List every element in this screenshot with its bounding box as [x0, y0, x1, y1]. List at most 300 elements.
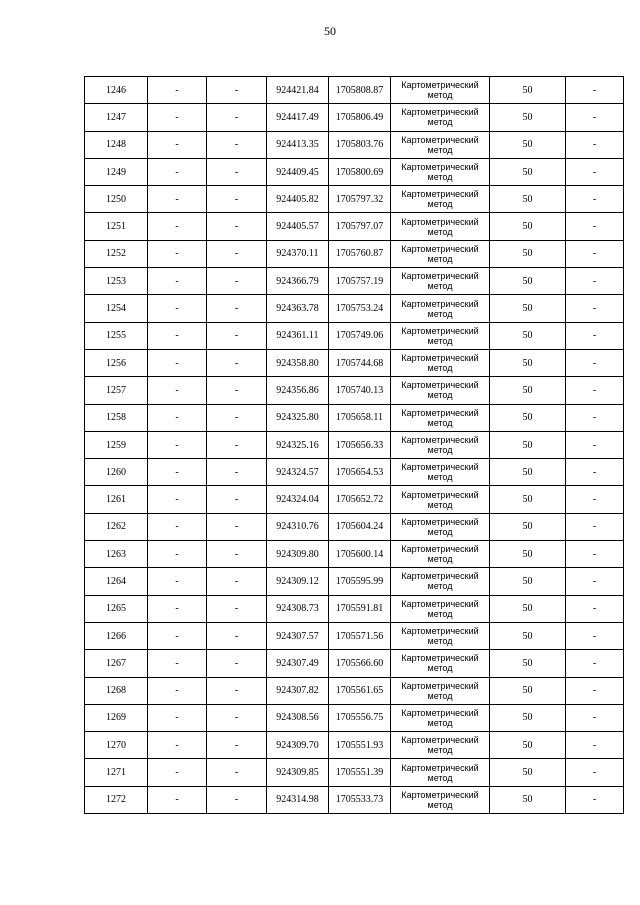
column-3-cell: -	[207, 104, 267, 131]
accuracy-cell: 50	[490, 513, 566, 540]
accuracy-cell: 50	[490, 732, 566, 759]
point-number-cell: 1247	[85, 104, 148, 131]
note-cell: -	[566, 568, 624, 595]
table-row	[85, 213, 624, 240]
accuracy-cell: 50	[490, 186, 566, 213]
y-coordinate-cell: 1705740.13	[329, 377, 391, 404]
method-line-1: Картометрический	[401, 462, 479, 473]
x-coordinate-cell: 924370.11	[267, 240, 329, 267]
x-coordinate-cell: 924309.85	[267, 759, 329, 786]
method-line-1: Картометрический	[401, 735, 479, 746]
method-line-1: Картометрический	[401, 653, 479, 664]
column-2-cell: -	[148, 131, 207, 158]
method-cell	[391, 513, 490, 540]
y-coordinate-cell: 1705604.24	[329, 513, 391, 540]
accuracy-cell: 50	[490, 131, 566, 158]
method-cell	[391, 404, 490, 431]
table-body	[85, 77, 624, 814]
accuracy-cell: 50	[490, 322, 566, 349]
y-coordinate-cell: 1705749.06	[329, 322, 391, 349]
method-cell	[391, 240, 490, 267]
note-cell: -	[566, 622, 624, 649]
point-number-cell: 1253	[85, 268, 148, 295]
method-line-1: Картометрический	[401, 243, 479, 254]
x-coordinate-cell: 924405.57	[267, 213, 329, 240]
method-line-2: метод	[427, 636, 453, 647]
method-line-2: метод	[427, 335, 453, 346]
x-coordinate-cell: 924310.76	[267, 513, 329, 540]
note-cell: -	[566, 595, 624, 622]
column-3-cell: -	[207, 650, 267, 677]
table-row	[85, 786, 624, 813]
x-coordinate-cell: 924324.57	[267, 459, 329, 486]
column-3-cell: -	[207, 295, 267, 322]
column-3-cell: -	[207, 513, 267, 540]
column-2-cell: -	[148, 732, 207, 759]
accuracy-cell: 50	[490, 77, 566, 104]
point-number-cell: 1269	[85, 704, 148, 731]
note-cell: -	[566, 486, 624, 513]
column-2-cell: -	[148, 77, 207, 104]
note-cell: -	[566, 186, 624, 213]
method-line-1: Картометрический	[401, 762, 479, 773]
column-2-cell: -	[148, 322, 207, 349]
method-cell	[391, 158, 490, 185]
y-coordinate-cell: 1705551.39	[329, 759, 391, 786]
column-2-cell: -	[148, 459, 207, 486]
column-3-cell: -	[207, 622, 267, 649]
method-line-2: метод	[427, 663, 453, 674]
point-number-cell: 1265	[85, 595, 148, 622]
method-line-2: метод	[427, 390, 453, 401]
note-cell: -	[566, 404, 624, 431]
column-3-cell: -	[207, 595, 267, 622]
method-cell	[391, 377, 490, 404]
point-number-cell: 1262	[85, 513, 148, 540]
column-2-cell: -	[148, 349, 207, 376]
y-coordinate-cell: 1705566.60	[329, 650, 391, 677]
y-coordinate-cell: 1705551.93	[329, 732, 391, 759]
table-row	[85, 186, 624, 213]
method-line-1: Картометрический	[401, 516, 479, 527]
x-coordinate-cell: 924309.80	[267, 541, 329, 568]
x-coordinate-cell: 924405.82	[267, 186, 329, 213]
table-row	[85, 131, 624, 158]
accuracy-cell: 50	[490, 704, 566, 731]
point-number-cell: 1263	[85, 541, 148, 568]
column-3-cell: -	[207, 186, 267, 213]
point-number-cell: 1264	[85, 568, 148, 595]
method-line-2: метод	[427, 417, 453, 428]
note-cell: -	[566, 759, 624, 786]
point-number-cell: 1254	[85, 295, 148, 322]
column-2-cell: -	[148, 268, 207, 295]
point-number-cell: 1249	[85, 158, 148, 185]
point-number-cell: 1251	[85, 213, 148, 240]
column-2-cell: -	[148, 622, 207, 649]
method-line-1: Картометрический	[401, 107, 479, 118]
method-line-2: метод	[427, 526, 453, 537]
y-coordinate-cell: 1705806.49	[329, 104, 391, 131]
point-number-cell: 1266	[85, 622, 148, 649]
column-2-cell: -	[148, 213, 207, 240]
column-2-cell: -	[148, 759, 207, 786]
point-number-cell: 1259	[85, 431, 148, 458]
method-line-2: метод	[427, 445, 453, 455]
x-coordinate-cell: 924358.80	[267, 349, 329, 376]
note-cell: -	[566, 349, 624, 376]
column-3-cell: -	[207, 77, 267, 104]
accuracy-cell: 50	[490, 595, 566, 622]
column-2-cell: -	[148, 786, 207, 813]
column-2-cell: -	[148, 595, 207, 622]
table-row	[85, 322, 624, 349]
note-cell: -	[566, 650, 624, 677]
method-cell	[391, 322, 490, 349]
column-3-cell: -	[207, 322, 267, 349]
note-cell: -	[566, 104, 624, 131]
method-line-1: Картометрический	[401, 571, 479, 582]
column-2-cell: -	[148, 104, 207, 131]
page-number: 50	[324, 24, 336, 38]
table-row	[85, 650, 624, 677]
note-cell: -	[566, 240, 624, 267]
column-3-cell: -	[207, 759, 267, 786]
point-number-cell: 1261	[85, 486, 148, 513]
method-cell	[391, 650, 490, 677]
x-coordinate-cell: 924356.86	[267, 377, 329, 404]
point-number-cell: 1255	[85, 322, 148, 349]
method-line-1: Картометрический	[401, 598, 479, 609]
method-line-1: Картометрический	[401, 680, 479, 691]
column-3-cell: -	[207, 431, 267, 458]
method-cell	[391, 459, 490, 486]
x-coordinate-cell: 924309.12	[267, 568, 329, 595]
note-cell: -	[566, 513, 624, 540]
accuracy-cell: 50	[490, 158, 566, 185]
method-line-1: Картометрический	[401, 80, 479, 91]
method-cell	[391, 186, 490, 213]
column-3-cell: -	[207, 404, 267, 431]
method-line-2: метод	[427, 472, 453, 483]
x-coordinate-cell: 924307.57	[267, 622, 329, 649]
method-cell	[391, 704, 490, 731]
accuracy-cell: 50	[490, 377, 566, 404]
method-cell	[391, 786, 490, 813]
method-line-1: Картометрический	[401, 325, 479, 336]
column-3-cell: -	[207, 732, 267, 759]
accuracy-cell: 50	[490, 622, 566, 649]
column-2-cell: -	[148, 295, 207, 322]
table-row	[85, 104, 624, 131]
table-row	[85, 349, 624, 376]
method-line-1: Картометрический	[401, 216, 479, 227]
table-row	[85, 568, 624, 595]
accuracy-cell: 50	[490, 677, 566, 704]
point-number-cell: 1260	[85, 459, 148, 486]
column-3-cell: -	[207, 131, 267, 158]
y-coordinate-cell: 1705797.32	[329, 186, 391, 213]
method-line-2: метод	[427, 554, 453, 565]
column-2-cell: -	[148, 568, 207, 595]
point-number-cell: 1268	[85, 677, 148, 704]
accuracy-cell: 50	[490, 431, 566, 458]
method-line-1: Картометрический	[401, 189, 479, 200]
method-line-1: Картометрический	[401, 707, 479, 718]
point-number-cell: 1257	[85, 377, 148, 404]
y-coordinate-cell: 1705800.69	[329, 158, 391, 185]
column-3-cell: -	[207, 158, 267, 185]
column-2-cell: -	[148, 404, 207, 431]
x-coordinate-cell: 924366.79	[267, 268, 329, 295]
note-cell: -	[566, 704, 624, 731]
x-coordinate-cell: 924325.16	[267, 431, 329, 458]
point-number-cell: 1246	[85, 77, 148, 104]
column-3-cell: -	[207, 541, 267, 568]
table-row	[85, 677, 624, 704]
table-row	[85, 732, 624, 759]
method-line-1: Картометрический	[401, 489, 479, 500]
accuracy-cell: 50	[490, 650, 566, 677]
x-coordinate-cell: 924325.80	[267, 404, 329, 431]
method-line-1: Картометрический	[401, 626, 479, 637]
method-cell	[391, 759, 490, 786]
column-3-cell: -	[207, 459, 267, 486]
method-cell	[391, 677, 490, 704]
column-3-cell: -	[207, 677, 267, 704]
column-3-cell: -	[207, 786, 267, 813]
method-line-1: Картометрический	[401, 544, 479, 555]
table-row	[85, 431, 624, 458]
x-coordinate-cell: 924417.49	[267, 104, 329, 131]
method-cell	[391, 732, 490, 759]
method-line-2: метод	[427, 172, 453, 183]
note-cell: -	[566, 541, 624, 568]
method-line-2: метод	[427, 772, 453, 783]
x-coordinate-cell: 924307.82	[267, 677, 329, 704]
y-coordinate-cell: 1705753.24	[329, 295, 391, 322]
y-coordinate-cell: 1705571.56	[329, 622, 391, 649]
note-cell: -	[566, 131, 624, 158]
x-coordinate-cell: 924409.45	[267, 158, 329, 185]
method-line-2: метод	[427, 608, 453, 619]
y-coordinate-cell: 1705591.81	[329, 595, 391, 622]
column-2-cell: -	[148, 513, 207, 540]
column-2-cell: -	[148, 186, 207, 213]
method-line-1: Картометрический	[401, 162, 479, 173]
note-cell: -	[566, 322, 624, 349]
table-row	[85, 759, 624, 786]
column-2-cell: -	[148, 650, 207, 677]
y-coordinate-cell: 1705533.73	[329, 786, 391, 813]
table-row	[85, 268, 624, 295]
method-cell	[391, 622, 490, 649]
method-cell	[391, 104, 490, 131]
point-number-cell: 1272	[85, 786, 148, 813]
point-number-cell: 1267	[85, 650, 148, 677]
accuracy-cell: 50	[490, 349, 566, 376]
y-coordinate-cell: 1705797.07	[329, 213, 391, 240]
accuracy-cell: 50	[490, 759, 566, 786]
y-coordinate-cell: 1705658.11	[329, 404, 391, 431]
method-cell	[391, 349, 490, 376]
table-row	[85, 377, 624, 404]
y-coordinate-cell: 1705656.33	[329, 431, 391, 458]
accuracy-cell: 50	[490, 486, 566, 513]
table-row	[85, 541, 624, 568]
column-2-cell: -	[148, 677, 207, 704]
point-number-cell: 1248	[85, 131, 148, 158]
x-coordinate-cell: 924363.78	[267, 295, 329, 322]
note-cell: -	[566, 786, 624, 813]
accuracy-cell: 50	[490, 295, 566, 322]
table-row	[85, 404, 624, 431]
method-line-1: Картометрический	[401, 435, 479, 445]
column-2-cell: -	[148, 431, 207, 458]
note-cell: -	[566, 459, 624, 486]
accuracy-cell: 50	[490, 786, 566, 813]
point-number-cell: 1271	[85, 759, 148, 786]
method-line-2: метод	[427, 144, 453, 155]
accuracy-cell: 50	[490, 268, 566, 295]
column-3-cell: -	[207, 704, 267, 731]
table-row	[85, 513, 624, 540]
note-cell: -	[566, 377, 624, 404]
coordinates-table	[84, 76, 624, 814]
table-row	[85, 240, 624, 267]
method-cell	[391, 268, 490, 295]
y-coordinate-cell: 1705744.68	[329, 349, 391, 376]
method-line-2: метод	[427, 799, 453, 810]
method-line-2: метод	[427, 253, 453, 264]
table-row	[85, 486, 624, 513]
table-row	[85, 459, 624, 486]
column-2-cell: -	[148, 541, 207, 568]
y-coordinate-cell: 1705652.72	[329, 486, 391, 513]
accuracy-cell: 50	[490, 568, 566, 595]
x-coordinate-cell: 924309.70	[267, 732, 329, 759]
x-coordinate-cell: 924421.84	[267, 77, 329, 104]
method-line-2: метод	[427, 199, 453, 210]
column-3-cell: -	[207, 377, 267, 404]
method-line-1: Картометрический	[401, 380, 479, 391]
method-line-2: метод	[427, 717, 453, 728]
table-row	[85, 704, 624, 731]
method-cell	[391, 213, 490, 240]
accuracy-cell: 50	[490, 213, 566, 240]
point-number-cell: 1252	[85, 240, 148, 267]
column-2-cell: -	[148, 240, 207, 267]
note-cell: -	[566, 732, 624, 759]
method-line-1: Картометрический	[401, 407, 479, 418]
method-line-2: метод	[427, 581, 453, 592]
method-line-2: метод	[427, 90, 453, 101]
x-coordinate-cell: 924413.35	[267, 131, 329, 158]
method-line-1: Картометрический	[401, 789, 479, 800]
table-row	[85, 77, 624, 104]
method-cell	[391, 295, 490, 322]
column-3-cell: -	[207, 268, 267, 295]
column-3-cell: -	[207, 240, 267, 267]
method-cell	[391, 595, 490, 622]
accuracy-cell: 50	[490, 459, 566, 486]
accuracy-cell: 50	[490, 404, 566, 431]
column-2-cell: -	[148, 704, 207, 731]
y-coordinate-cell: 1705760.87	[329, 240, 391, 267]
note-cell: -	[566, 213, 624, 240]
point-number-cell: 1256	[85, 349, 148, 376]
note-cell: -	[566, 431, 624, 458]
method-line-1: Картометрический	[401, 134, 479, 145]
column-3-cell: -	[207, 349, 267, 376]
method-cell	[391, 486, 490, 513]
x-coordinate-cell: 924307.49	[267, 650, 329, 677]
column-3-cell: -	[207, 213, 267, 240]
table-row	[85, 158, 624, 185]
point-number-cell: 1258	[85, 404, 148, 431]
method-line-2: метод	[427, 363, 453, 374]
method-line-2: метод	[427, 690, 453, 701]
y-coordinate-cell: 1705808.87	[329, 77, 391, 104]
method-line-2: метод	[427, 745, 453, 756]
column-2-cell: -	[148, 486, 207, 513]
x-coordinate-cell: 924308.56	[267, 704, 329, 731]
point-number-cell: 1270	[85, 732, 148, 759]
method-cell	[391, 131, 490, 158]
note-cell: -	[566, 268, 624, 295]
method-cell	[391, 568, 490, 595]
method-line-1: Картометрический	[401, 271, 479, 282]
note-cell: -	[566, 77, 624, 104]
point-number-cell: 1250	[85, 186, 148, 213]
method-cell	[391, 541, 490, 568]
accuracy-cell: 50	[490, 541, 566, 568]
column-3-cell: -	[207, 568, 267, 595]
table-row	[85, 622, 624, 649]
accuracy-cell: 50	[490, 240, 566, 267]
table-row	[85, 595, 624, 622]
method-cell	[391, 431, 490, 458]
column-2-cell: -	[148, 158, 207, 185]
note-cell: -	[566, 158, 624, 185]
y-coordinate-cell: 1705595.99	[329, 568, 391, 595]
x-coordinate-cell: 924324.04	[267, 486, 329, 513]
method-line-2: метод	[427, 226, 453, 237]
y-coordinate-cell: 1705600.14	[329, 541, 391, 568]
method-line-2: метод	[427, 117, 453, 128]
note-cell: -	[566, 295, 624, 322]
method-line-2: метод	[427, 499, 453, 510]
y-coordinate-cell: 1705803.76	[329, 131, 391, 158]
y-coordinate-cell: 1705757.19	[329, 268, 391, 295]
method-line-1: Картометрический	[401, 298, 479, 309]
y-coordinate-cell: 1705654.53	[329, 459, 391, 486]
accuracy-cell: 50	[490, 104, 566, 131]
x-coordinate-cell: 924361.11	[267, 322, 329, 349]
method-cell	[391, 77, 490, 104]
method-line-1: Картометрический	[401, 353, 479, 364]
y-coordinate-cell: 1705561.65	[329, 677, 391, 704]
y-coordinate-cell: 1705556.75	[329, 704, 391, 731]
method-line-2: метод	[427, 281, 453, 292]
x-coordinate-cell: 924308.73	[267, 595, 329, 622]
table-row	[85, 295, 624, 322]
method-line-2: метод	[427, 308, 453, 319]
note-cell: -	[566, 677, 624, 704]
x-coordinate-cell: 924314.98	[267, 786, 329, 813]
column-2-cell: -	[148, 377, 207, 404]
column-3-cell: -	[207, 486, 267, 513]
